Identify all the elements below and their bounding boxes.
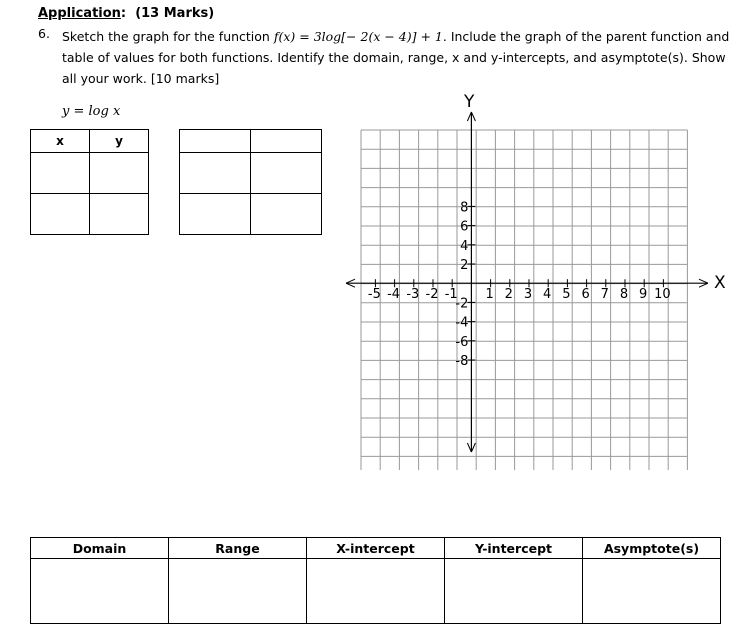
y-tick-label: 2 [460,258,469,273]
question-text-before: Sketch the graph for the function [62,29,270,44]
x-tick-label: 9 [639,287,648,303]
table-cell[interactable] [90,194,149,235]
x-tick-label: 10 [654,287,671,303]
parent-table-header-x: x [31,130,90,153]
parent-function-label: y = log x [62,104,121,119]
y-tick-label: 4 [460,238,469,254]
x-tick-label: 5 [562,287,571,303]
table-cell[interactable] [180,194,251,235]
transformed-table-of-values [179,129,322,235]
answer-cell-asymptote[interactable] [583,559,721,624]
question-number: 6. [38,26,50,41]
summary-header-y-intercept: Y-intercept [445,538,583,559]
section-heading: Application: (13 Marks) [38,6,215,21]
y-tick-label: -6 [455,334,469,350]
x-tick-label: 3 [523,287,533,303]
function-formula: f(x) = 3log[− 2(x − 4)] + 1 [273,29,443,44]
x-tick-label: 2 [504,287,513,303]
answer-cell-range[interactable] [169,559,307,624]
x-tick-label: 4 [543,287,552,303]
parent-table-of-values [30,129,149,235]
answer-cell-domain[interactable] [31,559,169,624]
coordinate-grid [340,90,740,470]
table-cell[interactable] [180,153,251,194]
table-cell[interactable] [251,194,322,235]
question-text-after: . Include the graph of the parent function and table of values for both functions. Identify the domain, range, x and y-intercepts, and asymptote(s). Show all your work. [10 marks] [62,29,730,86]
summary-header-range: Range [169,538,307,559]
x-tick-label: -2 [425,287,439,303]
x-tick-label: 8 [619,287,629,303]
y-tick-label: -2 [455,296,469,312]
table-cell[interactable] [90,153,149,194]
x-tick-label: 7 [600,287,609,303]
table-cell[interactable] [31,153,90,194]
parent-table-header-y: y [90,130,149,153]
y-tick-label: 6 [460,219,469,235]
question-text [62,26,742,89]
summary-header-domain: Domain [31,538,169,559]
x-tick-label: -4 [387,287,401,303]
y-tick-label: 8 [460,200,469,216]
table-cell[interactable] [31,194,90,235]
answer-cell-y-intercept[interactable] [445,559,583,624]
table-cell[interactable] [251,153,322,194]
table-cell[interactable] [251,130,322,153]
x-tick-label: -5 [367,287,381,303]
section-title: Application [38,6,121,21]
x-tick-label: -1 [444,287,458,303]
summary-header-x-intercept: X-intercept [307,538,445,559]
x-tick-label: 1 [485,287,494,303]
y-tick-label: -8 [455,354,469,369]
summary-header-asymptote: Asymptote(s) [583,538,721,559]
y-axis-label: Y [464,92,475,112]
x-tick-label: 6 [581,287,590,303]
x-tick-label: -3 [406,287,420,303]
x-axis-label: X [714,273,726,293]
section-marks: (13 Marks) [135,6,215,21]
table-cell[interactable] [180,130,251,153]
y-tick-label: -4 [455,315,469,331]
summary-table [30,537,721,624]
answer-cell-x-intercept[interactable] [307,559,445,624]
